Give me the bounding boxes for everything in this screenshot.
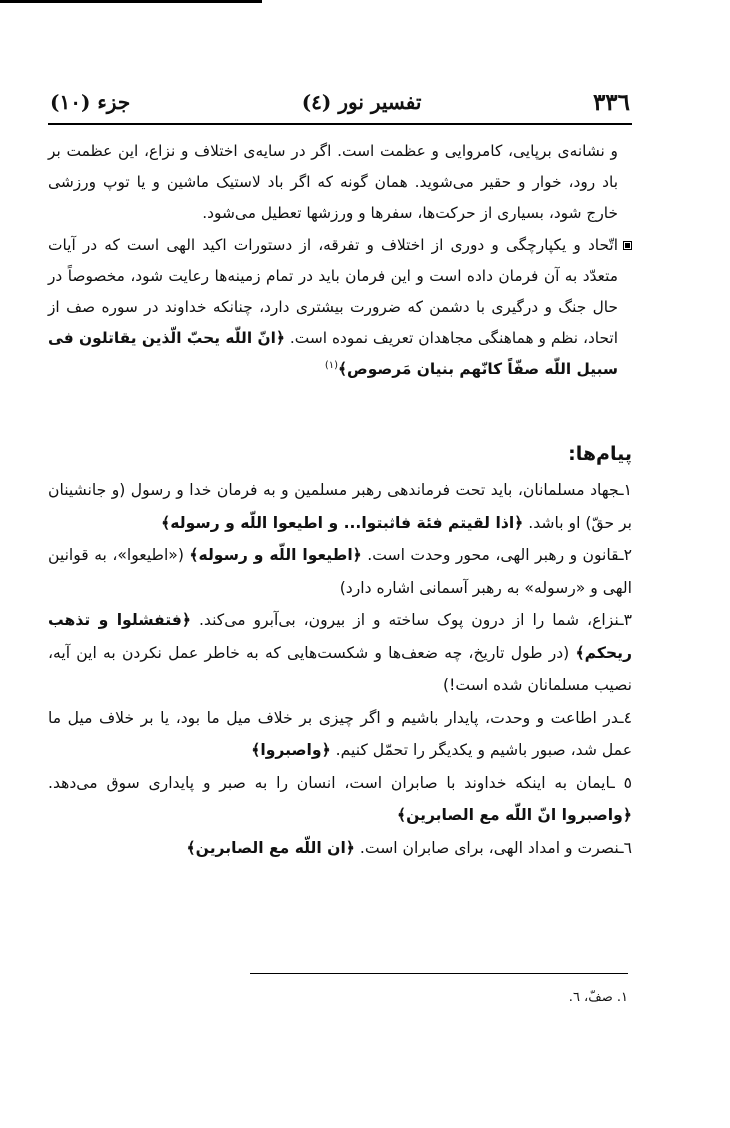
paragraph-continuation: و نشانه‌ی برپایی، کامروایی و عظمت است. اگر در سایه‌ی اختلاف و نزاع، این عظمت بر باد رود، خوار و حقیر می‌شوید. همان گونه که اگر باد لاستیک ماشین و یا توپ ورزشی خارج شود، بسیاری از حرکت‌ها، سفرها و ورزشها تعطیل می‌شود.	[48, 142, 618, 223]
messages-heading: پیام‌ها:	[568, 443, 632, 465]
message-text: نزاع، شما را از درون پوک ساخته و از بیرون، بی‌آبرو می‌کند.	[198, 611, 620, 629]
message-number: ٢ـ	[619, 546, 632, 564]
message-quote: ﴿ان اللّه مع الصابرین﴾	[186, 838, 355, 857]
message-text: در اطاعت و وحدت، پایدار باشیم و اگر چیزی بر خلاف میل ما بود، یا بر خلاف میل ما عمل شد، صبور باشیم و یکدیگر را تحمّل کنیم.	[48, 708, 632, 759]
page-header	[50, 84, 630, 120]
message-number: ٣ـ	[619, 611, 632, 629]
messages-list	[48, 474, 632, 864]
message-item	[48, 604, 632, 702]
footnote-ref: (١)	[324, 360, 339, 372]
message-item	[48, 702, 632, 767]
paragraph-unity-text: اتّحاد و یکپارچگی و دوری از اختلاف و تفرقه، از دستورات اکید الهی است که در آیات متعدّد به آن فرمان داده است و این فرمان باید در تمام زمینه‌ها رعایت شود، مخصوصاً در حال جنگ و درگیری با دشمن که ضرورت بیشتری دارد، چنانکه خداوند در سوره صف از اتحاد، نظم و هماهنگی مجاهدان تعریف نموده است.	[48, 235, 618, 348]
message-note: (در طول تاریخ، چه ضعف‌ها و شکست‌هایی که به خاطر عمل نکردن به این آیه، نصیب مسلمانان شده است!)	[48, 643, 632, 694]
message-item	[48, 474, 632, 539]
message-number: ٥ ـ	[610, 773, 632, 792]
message-number: ٦ـ	[619, 838, 632, 857]
message-quote: ﴿اطیعوا اللّه و رسوله﴾	[189, 546, 362, 564]
header-rule	[48, 123, 632, 125]
footnote: ١. صفّ، ٦.	[568, 990, 628, 1005]
body-text	[48, 136, 632, 386]
part-label: جزء (١٠)	[50, 90, 131, 114]
message-text: جهاد مسلمانان، باید تحت فرماندهی رهبر مسلمین و به فرمان خدا و رسول (و جانشینان بر حقّ) او باشد.	[48, 481, 632, 532]
message-quote: ﴿اذا لقیتم فئة فاثبتوا... و اطیعوا اللّه و رسوله﴾	[161, 513, 524, 532]
footnote-rule	[250, 973, 628, 974]
square-bullet-icon	[623, 241, 632, 250]
message-text: قانون و رهبر الهی، محور وحدت است.	[367, 546, 620, 564]
book-title: تفسیر نور (٤)	[301, 90, 422, 114]
message-text: نصرت و امداد الهی، برای صابران است.	[359, 838, 620, 857]
message-quote: ﴿فتفشلوا و تذهب ریحکم﴾	[48, 611, 632, 662]
message-text: ایمان به اینکه خداوند با صابران است، انسان را به صبر و پایداری سوق می‌دهد.	[48, 773, 611, 792]
message-number: ٤ـ	[619, 708, 632, 727]
message-quote: ﴿واصبروا انّ اللّه مع الصابرین﴾	[396, 806, 632, 824]
message-note: («اطیعوا»، به قوانین الهی و «رسوله» به رهبر آسمانی اشاره دارد)	[48, 546, 632, 597]
top-edge-line	[0, 0, 262, 3]
message-item	[48, 832, 632, 865]
message-quote: ﴿واصبروا﴾	[251, 741, 331, 759]
page-number: ٣٣٦	[592, 88, 630, 116]
quran-quote: ﴿انّ اللّه یحبّ الّذین یقاتلون فی سبیل اللّه صفّاً کانّهم بنیان مَرصوص﴾	[48, 329, 618, 379]
message-item	[48, 767, 632, 832]
message-number: ١ـ	[619, 481, 632, 499]
paragraph-unity	[48, 230, 632, 386]
message-item	[48, 539, 632, 604]
